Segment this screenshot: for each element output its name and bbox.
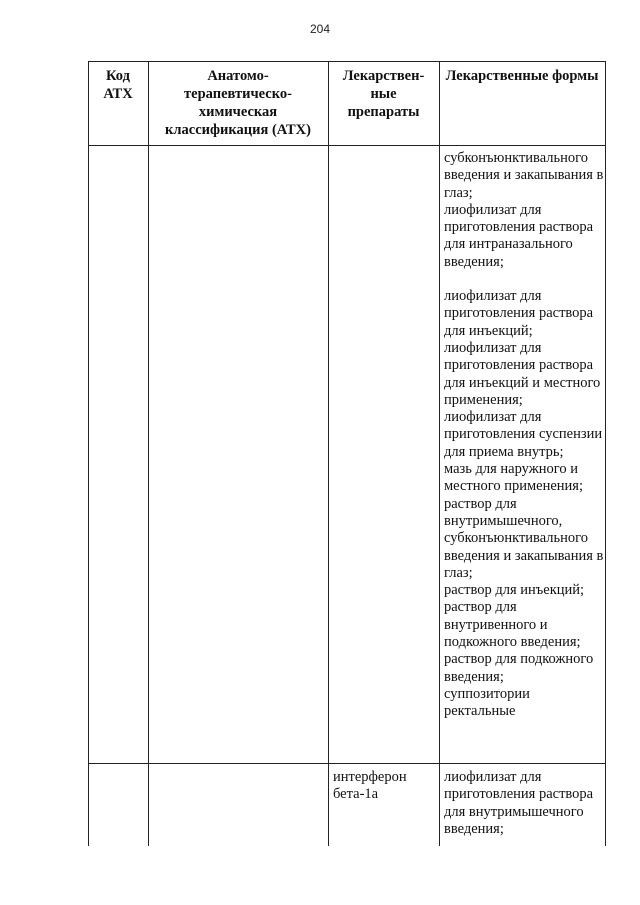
row-2-drug: интерферон бета-1a	[333, 769, 407, 803]
header-code: Код АТХ	[103, 68, 133, 102]
row-2-forms: лиофилизат для приготовления раствора для внутримышечного введения;	[444, 769, 594, 837]
row-1-forms: субконъюнктивального введения и закапывания в глаз; лиофилизат для приготовления раствора для интраназального введения; лиофилизат для приготовления раствора для инъекций; лиофилизат для приготовления раствора для инъекций и местного применения; лиофилизат для приготовления суспензии для приема внутрь; мазь для наружного и местного применения; раствор для внутримышечного, субконъюнктивального введения и закапывания в глаз; раствор для инъекций; раствор для внутривенного и подкожного введения; раствор для подкожного введения; суппозитории ректальные	[444, 150, 604, 720]
column-divider	[328, 61, 329, 846]
row-divider	[88, 763, 605, 764]
paragraph-gap	[444, 271, 602, 288]
table-border-top	[88, 61, 605, 62]
table-border-left	[88, 61, 89, 846]
header-classification: Анатомо- терапевтическо- химическая классификация (АТХ)	[165, 68, 311, 138]
page-number: 204	[309, 22, 331, 36]
column-divider	[439, 61, 440, 846]
header-forms: Лекарственные формы	[445, 68, 599, 84]
table-border-right	[605, 61, 606, 846]
header-drugs: Лекарствен- ные препараты	[342, 68, 425, 120]
header-divider	[88, 145, 605, 146]
column-divider	[148, 61, 149, 846]
